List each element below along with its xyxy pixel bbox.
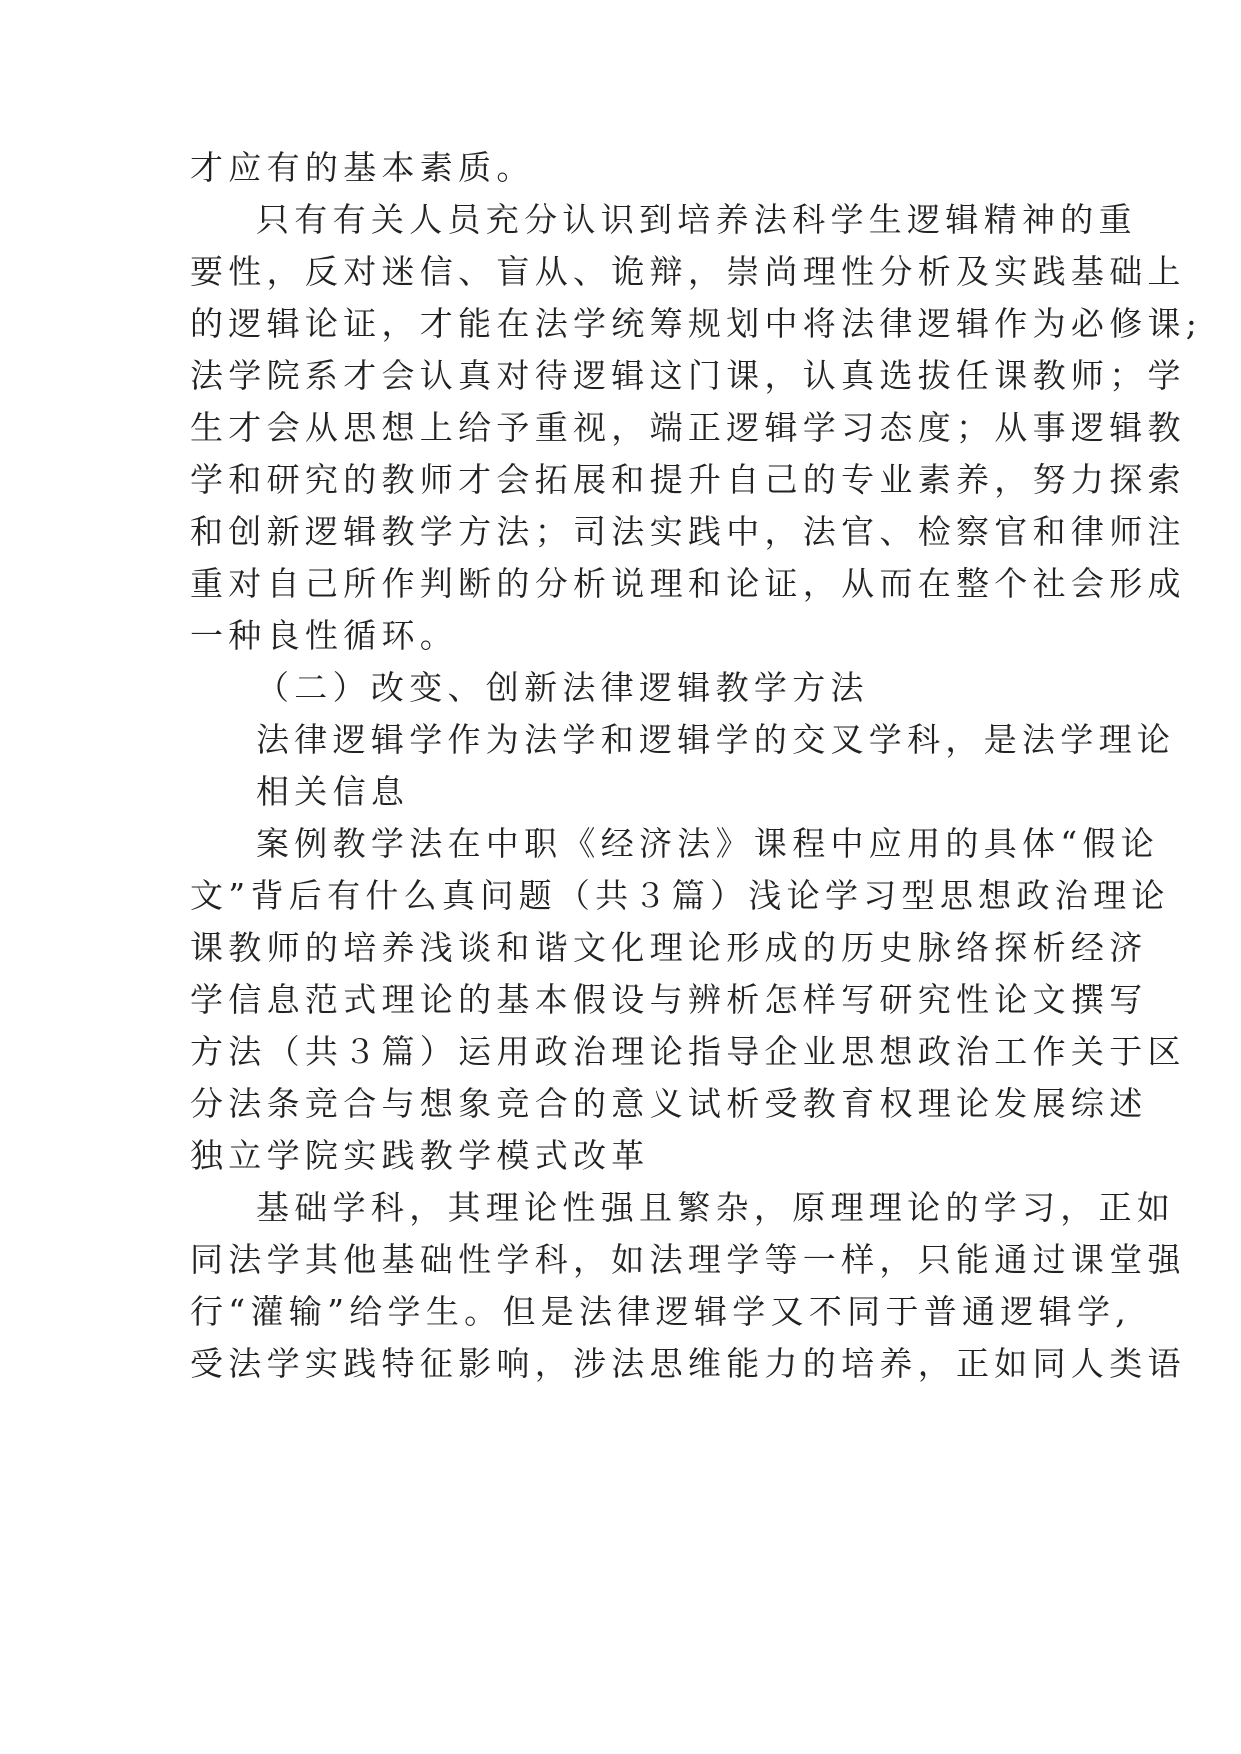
related-info-line: 分法条竞合与想象竞合的意义试析受教育权理论发展综述 — [190, 1084, 1148, 1123]
paragraph-line: 要性，反对迷信、盲从、诡辩，崇尚理性分析及实践基础上 — [190, 252, 1186, 291]
paragraph-line: 行“灌输”给学生。但是法律逻辑学又不同于普通逻辑学, — [190, 1292, 1132, 1331]
paragraph-line: 法学院系才会认真对待逻辑这门课，认真选拔任课教师；学 — [190, 356, 1186, 395]
paragraph-line: 法律逻辑学作为法学和逻辑学的交叉学科，是法学理论 — [256, 720, 1176, 759]
paragraph-line: 一种良性循环。 — [190, 616, 459, 655]
paragraph-line: 受法学实践特征影响，涉法思维能力的培养，正如同人类语 — [190, 1344, 1186, 1383]
paragraph-line: 生才会从思想上给予重视，端正逻辑学习态度；从事逻辑教 — [190, 408, 1186, 447]
related-info-line: 课教师的培养浅谈和谐文化理论形成的历史脉络探析经济 — [190, 928, 1148, 967]
related-info-line: 方法（共３篇）运用政治理论指导企业思想政治工作关于区 — [190, 1032, 1186, 1071]
paragraph-line: 基础学科，其理论性强且繁杂，原理理论的学习，正如 — [256, 1188, 1176, 1227]
related-info-line: 独立学院实践教学模式改革 — [190, 1136, 650, 1175]
related-info-line: 案例教学法在中职《经济法》课程中应用的具体“假论 — [256, 824, 1160, 863]
paragraph-line: 的逻辑论证，才能在法学统筹规划中将法律逻辑作为必修课; — [190, 304, 1203, 343]
paragraph-line: 和创新逻辑教学方法；司法实践中，法官、检察官和律师注 — [190, 512, 1186, 551]
related-info-line: 学信息范式理论的基本假设与辨析怎样写研究性论文撰写 — [190, 980, 1148, 1019]
paragraph-line: 同法学其他基础性学科，如法理学等一样，只能通过课堂强 — [190, 1240, 1186, 1279]
paragraph-line: 学和研究的教师才会拓展和提升自己的专业素养，努力探索 — [190, 460, 1186, 499]
section-heading: （二）改变、创新法律逻辑教学方法 — [256, 668, 869, 707]
related-info-line: 文”背后有什么真问题（共３篇）浅论学习型思想政治理论 — [190, 876, 1170, 915]
paragraph-line: 只有有关人员充分认识到培养法科学生逻辑精神的重 — [256, 200, 1137, 239]
paragraph-line: 重对自己所作判断的分析说理和论证，从而在整个社会形成 — [190, 564, 1186, 603]
related-info-heading: 相关信息 — [256, 772, 410, 811]
paragraph-line: 才应有的基本素质。 — [190, 148, 535, 187]
